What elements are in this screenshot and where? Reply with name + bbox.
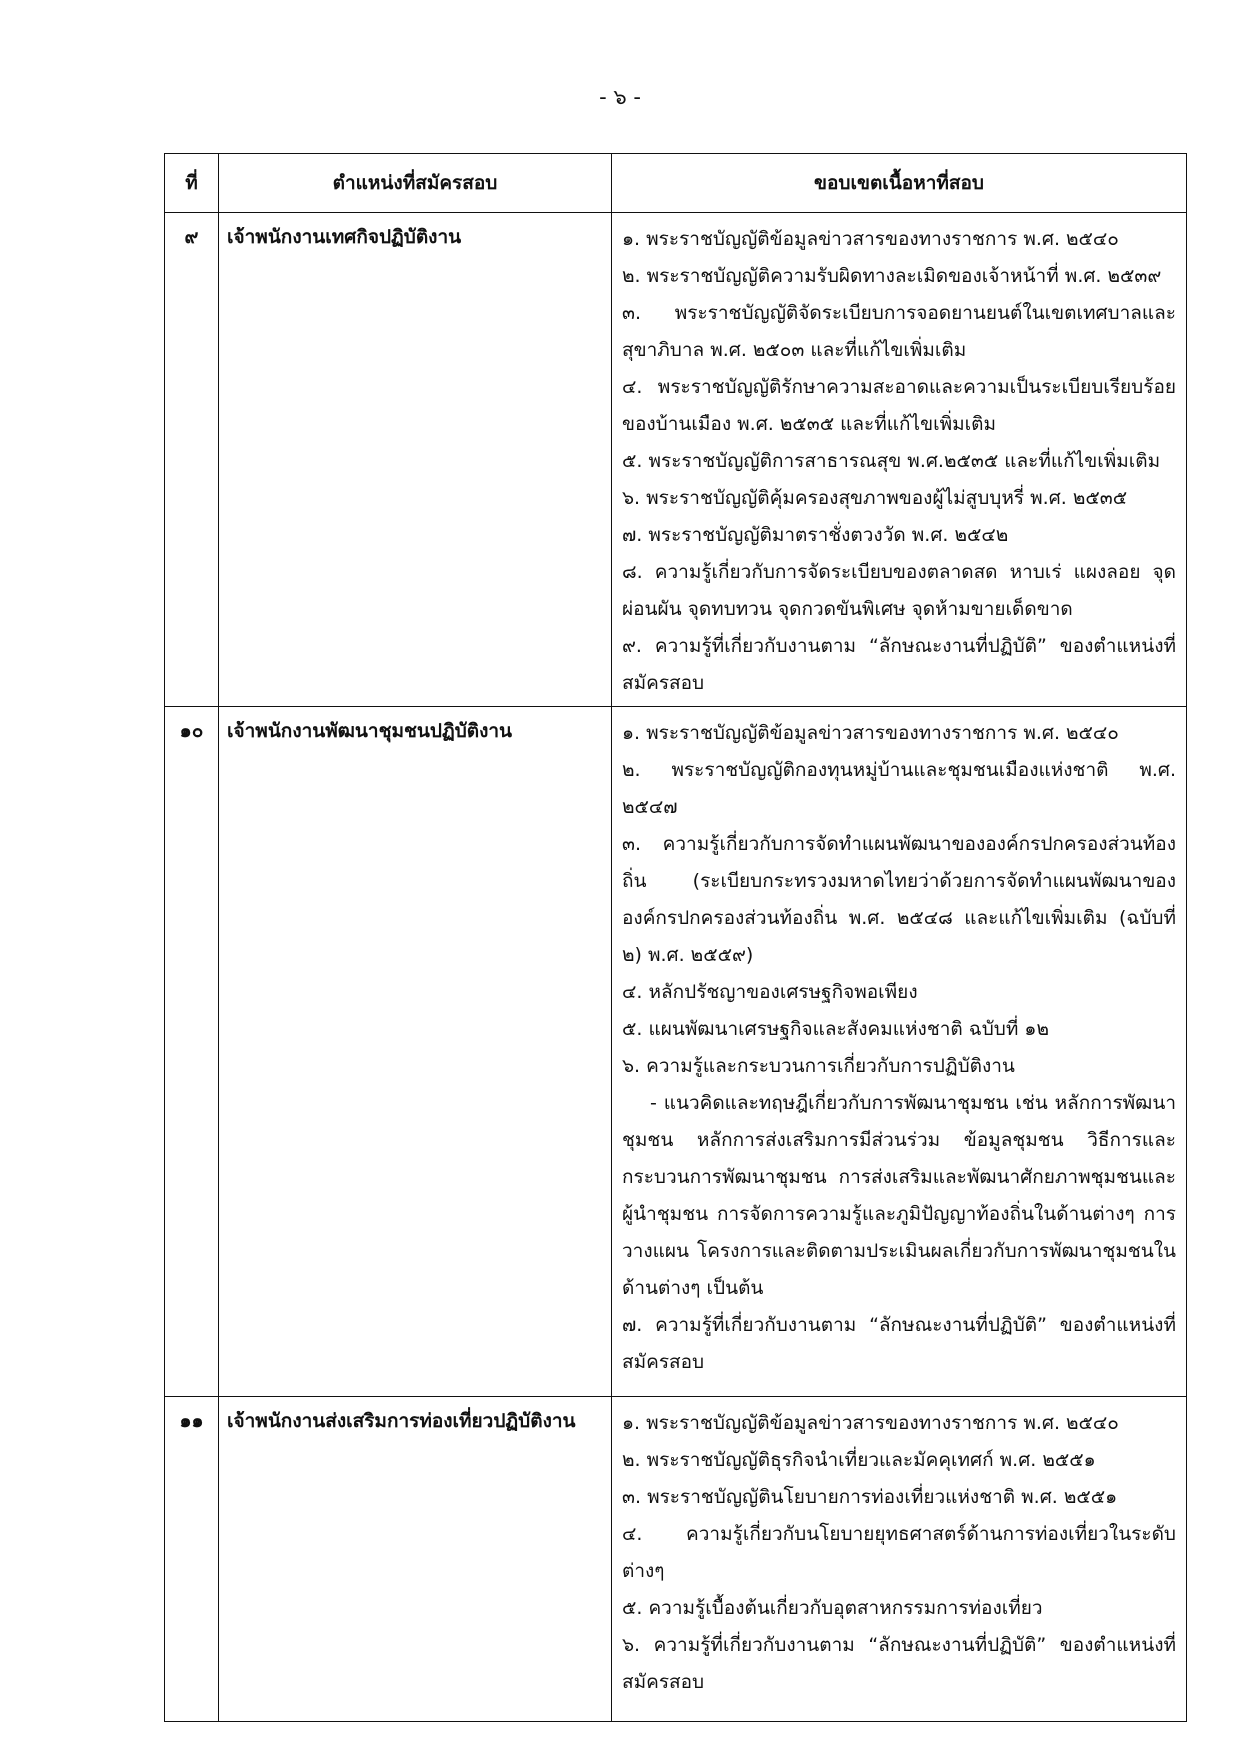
scope-item: ๒. พระราชบัญญัติกองทุนหมู่บ้านและชุมชนเมืองแห่งชาติ พ.ศ. ๒๕๔๗ <box>622 759 1176 818</box>
table-row <box>165 213 1187 707</box>
scope-item: ๖. พระราชบัญญัติคุ้มครองสุขภาพของผู้ไม่สูบบุหรี่ พ.ศ. ๒๕๓๕ <box>622 487 1128 509</box>
scope-sub-item: - แนวคิดและทฤษฎีเกี่ยวกับการพัฒนาชุมชน เช่น หลักการพัฒนาชุมชน หลักการส่งเสริมการมีส่วนร่วม ข้อมูลชุมชน วิธีการและกระบวนการพัฒนาชุมชน การส่งเสริมและพัฒนาศักยภาพชุมชนและผู้นำชุมชน การจัดการความรู้และภูมิปัญญาท้องถิ่นในด้านต่างๆ การวางแผน โครงการและติดตามประเมินผลเกี่ยวกับการพัฒนาชุมชนในด้านต่างๆ เป็นต้น <box>622 1092 1176 1299</box>
scope-item: ๑. พระราชบัญญัติข้อมูลข่าวสารของทางราชการ พ.ศ. ๒๕๔๐ <box>622 228 1119 250</box>
scope-item: ๔. หลักปรัชญาของเศรษฐกิจพอเพียง <box>622 981 918 1003</box>
exam-scope-cell <box>612 213 1187 707</box>
scope-item: ๔. ความรู้เกี่ยวกับนโยบายยุทธศาสตร์ด้านการท่องเที่ยวในระดับต่างๆ <box>622 1523 1176 1582</box>
scope-item: ๕. พระราชบัญญัติการสาธารณสุข พ.ศ.๒๕๓๕ และที่แก้ไขเพิ่มเติม <box>622 450 1161 472</box>
scope-list <box>622 221 1176 702</box>
scope-item: ๕. แผนพัฒนาเศรษฐกิจและสังคมแห่งชาติ ฉบับที่ ๑๒ <box>622 1018 1049 1040</box>
table-row <box>165 1397 1187 1722</box>
scope-item: ๙. ความรู้ที่เกี่ยวกับงานตาม “ลักษณะงานที่ปฏิบัติ” ของตำแหน่งที่สมัครสอบ <box>622 635 1176 694</box>
scope-item: ๖. ความรู้ที่เกี่ยวกับงานตาม “ลักษณะงานที่ปฏิบัติ” ของตำแหน่งที่สมัครสอบ <box>622 1634 1176 1693</box>
scope-item: ๕. ความรู้เบื้องต้นเกี่ยวกับอุตสาหกรรมการท่องเที่ยว <box>622 1597 1043 1619</box>
position-name: เจ้าพนักงานเทศกิจปฏิบัติงาน <box>219 213 612 707</box>
scope-item: ๑. พระราชบัญญัติข้อมูลข่าวสารของทางราชการ พ.ศ. ๒๕๔๐ <box>622 1412 1119 1434</box>
table-row <box>165 707 1187 1397</box>
scope-item: ๖. ความรู้และกระบวนการเกี่ยวกับการปฏิบัติงาน <box>622 1055 1015 1077</box>
scope-item: ๓. พระราชบัญญัติจัดระเบียบการจอดยานยนต์ในเขตเทศบาลและสุขาภิบาล พ.ศ. ๒๕๐๓ และที่แก้ไขเพิ่มเติม <box>622 302 1176 361</box>
scope-item: ๒. พระราชบัญญัติความรับผิดทางละเมิดของเจ้าหน้าที่ พ.ศ. ๒๕๓๙ <box>622 265 1162 287</box>
header-exam-scope: ขอบเขตเนื้อหาที่สอบ <box>612 154 1187 213</box>
scope-item: ๔. พระราชบัญญัติรักษาความสะอาดและความเป็นระเบียบเรียบร้อยของบ้านเมือง พ.ศ. ๒๕๓๕ และที่แก้ไขเพิ่มเติม <box>622 376 1176 435</box>
row-number: ๙ <box>165 213 219 707</box>
page-number: - ๖ - <box>599 85 641 109</box>
scope-item: ๓. พระราชบัญญัตินโยบายการท่องเที่ยวแห่งชาติ พ.ศ. ๒๕๕๑ <box>622 1486 1118 1508</box>
row-number: ๑๐ <box>165 707 219 1397</box>
exam-scope-cell <box>612 1397 1187 1722</box>
exam-scope-table <box>164 153 1187 1722</box>
position-name: เจ้าพนักงานส่งเสริมการท่องเที่ยวปฏิบัติงาน <box>219 1397 612 1722</box>
table-header-row <box>165 154 1187 213</box>
scope-item: ๑. พระราชบัญญัติข้อมูลข่าวสารของทางราชการ พ.ศ. ๒๕๔๐ <box>622 722 1119 744</box>
row-number: ๑๑ <box>165 1397 219 1722</box>
scope-item: ๒. พระราชบัญญัติธุรกิจนำเที่ยวและมัคคุเทศก์ พ.ศ. ๒๕๕๑ <box>622 1449 1096 1471</box>
scope-list <box>622 1405 1176 1701</box>
exam-scope-cell <box>612 707 1187 1397</box>
scope-item: ๗. พระราชบัญญัติมาตราชั่งตวงวัด พ.ศ. ๒๕๔๒ <box>622 524 1009 546</box>
scope-item: ๓. ความรู้เกี่ยวกับการจัดทำแผนพัฒนาขององค์กรปกครองส่วนท้องถิ่น (ระเบียบกระทรวงมหาดไทยว่าด้วยการจัดทำแผนพัฒนาขององค์กรปกครองส่วนท้องถิ่น พ.ศ. ๒๕๔๘ และแก้ไขเพิ่มเติม (ฉบับที่ ๒) พ.ศ. ๒๕๕๙) <box>622 833 1176 966</box>
scope-item: ๘. ความรู้เกี่ยวกับการจัดระเบียบของตลาดสด หาบเร่ แผงลอย จุดผ่อนผัน จุดทบทวน จุดกวดขันพิเศษ จุดห้ามขายเด็ดขาด <box>622 561 1176 620</box>
header-number: ที่ <box>165 154 219 213</box>
scope-list <box>622 715 1176 1381</box>
position-name: เจ้าพนักงานพัฒนาชุมชนปฏิบัติงาน <box>219 707 612 1397</box>
scope-item: ๗. ความรู้ที่เกี่ยวกับงานตาม “ลักษณะงานที่ปฏิบัติ” ของตำแหน่งที่สมัครสอบ <box>622 1314 1176 1373</box>
header-position: ตำแหน่งที่สมัครสอบ <box>219 154 612 213</box>
